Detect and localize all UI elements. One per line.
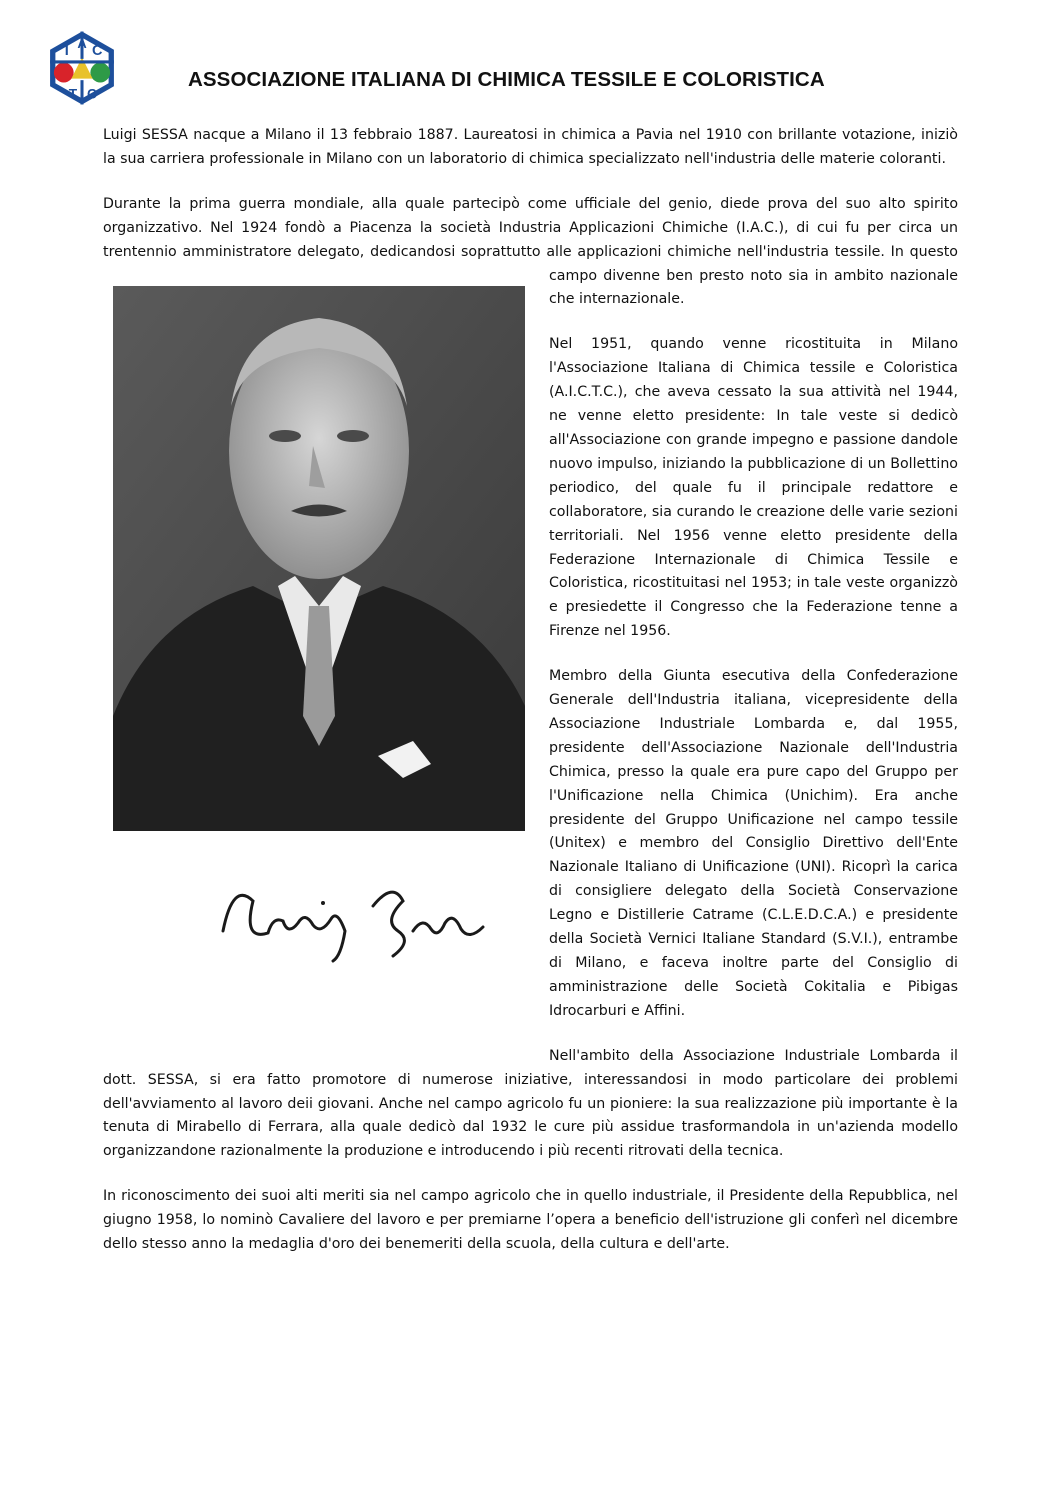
logo-letter-c2: C (86, 86, 97, 102)
logo-letter-i: I (64, 43, 69, 60)
organization-title: ASSOCIAZIONE ITALIANA DI CHIMICA TESSILE E COLORISTICA (188, 68, 825, 91)
logo-letter-t: T (68, 86, 78, 102)
article-body (103, 124, 958, 1278)
aictc-logo-icon (44, 30, 120, 106)
page-header (40, 30, 1030, 110)
portrait-photo (113, 286, 525, 831)
paragraph-initiatives: Nell'ambito della Associazione Industriale Lombarda il dott. SESSA, si era fatto promotore di numerose iniziative, interessandosi in modo particolare dei problemi dell'avviamento al lavoro deii giovani. Anche nel campo agricolo fu un pioniere: la sua realizzazione più importante è la tenuta di Mirabello di Ferrara, alla quale dedicò dal 1932 le cure più assidue trasformandola in un'azienda modello organizzandone razionalmente la produzione e introducendo i più recenti ritrovati della tecnica. (103, 1047, 958, 1160)
paragraph-roles: Membro della Giunta esecutiva della Confederazione Generale dell'Industria italiana, vicepresidente della Associazione Industriale Lombarda e, dal 1955, presidente dell'Associazione Nazionale dell'Industria Chimica, presso la quale era pure capo del Gruppo per l'Unificazione nella Chimica (Unichim). Era anche presidente del Gruppo Unificazione nel campo tessile (Unitex) e membro del Consiglio Direttivo dell'Ente Nazionale Italiano di Unificazione (UNI). Ricoprì la carica di consigliere delegato della Società Conservazione Legno e Distillerie Catrame (C.L.E.D.C.A.) e presidente della Società Vernici Italiane Standard (S.V.I.), entrambe di Milano, e faceva inoltre parte del Consiglio di amministrazione delle Società Cokitalia e Pibigas Idrocarburi e Affini. (549, 668, 958, 1019)
paragraph-birth: Luigi SESSA nacque a Milano il 13 febbraio 1887. Laureatosi in chimica a Pavia nel 1910 con brillante votazione, iniziò la sua carriera professionale in Milano con un laboratorio di chimica specializzato nell'industria delle materie coloranti. (103, 127, 958, 167)
logo-letter-c: C (91, 43, 103, 60)
portrait-figure (103, 271, 535, 1053)
paragraph-aictc: Nel 1951, quando venne ricostituita in Milano l'Associazione Italiana di Chimica tessile e Coloristica (A.I.C.T.C.), che aveva cessato la sua attività nel 1944, ne venne eletto presidente: In tale veste si dedicò all'Associazione con grande impegno e passione dandole nuovo impulso, iniziando la pubblicazione di un Bollettino periodico, del quale fu il principale redattore e collaboratore, sia curando le creazione delle varie sezioni territoriali. Nel 1956 venne eletto presidente della Federazione Internazionale di Chimica Tessile e Coloristica, ricostituitasi nel 1953; in tale veste organizzò e presiedette il Congresso che la Federazione tenne a Firenze nel 1956. (549, 336, 958, 640)
signature-image (213, 861, 513, 971)
logo-letter-a: A (77, 36, 87, 52)
paragraph-honors: In riconoscimento dei suoi alti meriti sia nel campo agricolo che in quello industriale, il Presidente della Repubblica, nel giugno 1958, lo nominò Cavaliere del lavoro e per premiarne l’opera a beneficio dell'istruzione gli conferì nel dicembre dello stesso anno la medaglia d'oro dei benemeriti della scuola, della cultura e dell'arte. (103, 1188, 958, 1253)
paragraph-war-iac: Durante la prima guerra mondiale, alla quale partecipò come ufficiale del genio, diede prova del suo alto spirito organizzativo. Nel 1924 fondò a Piacenza la società Industria Applicazioni Chimiche (I.A.C.), di cui fu per circa un trentennio amministratore delegato, dedicandosi soprattutto alle applicazioni chimiche nell'industria tessile. In questo campo divenne ben presto noto sia in ambito nazionale che internazionale. (103, 195, 958, 308)
